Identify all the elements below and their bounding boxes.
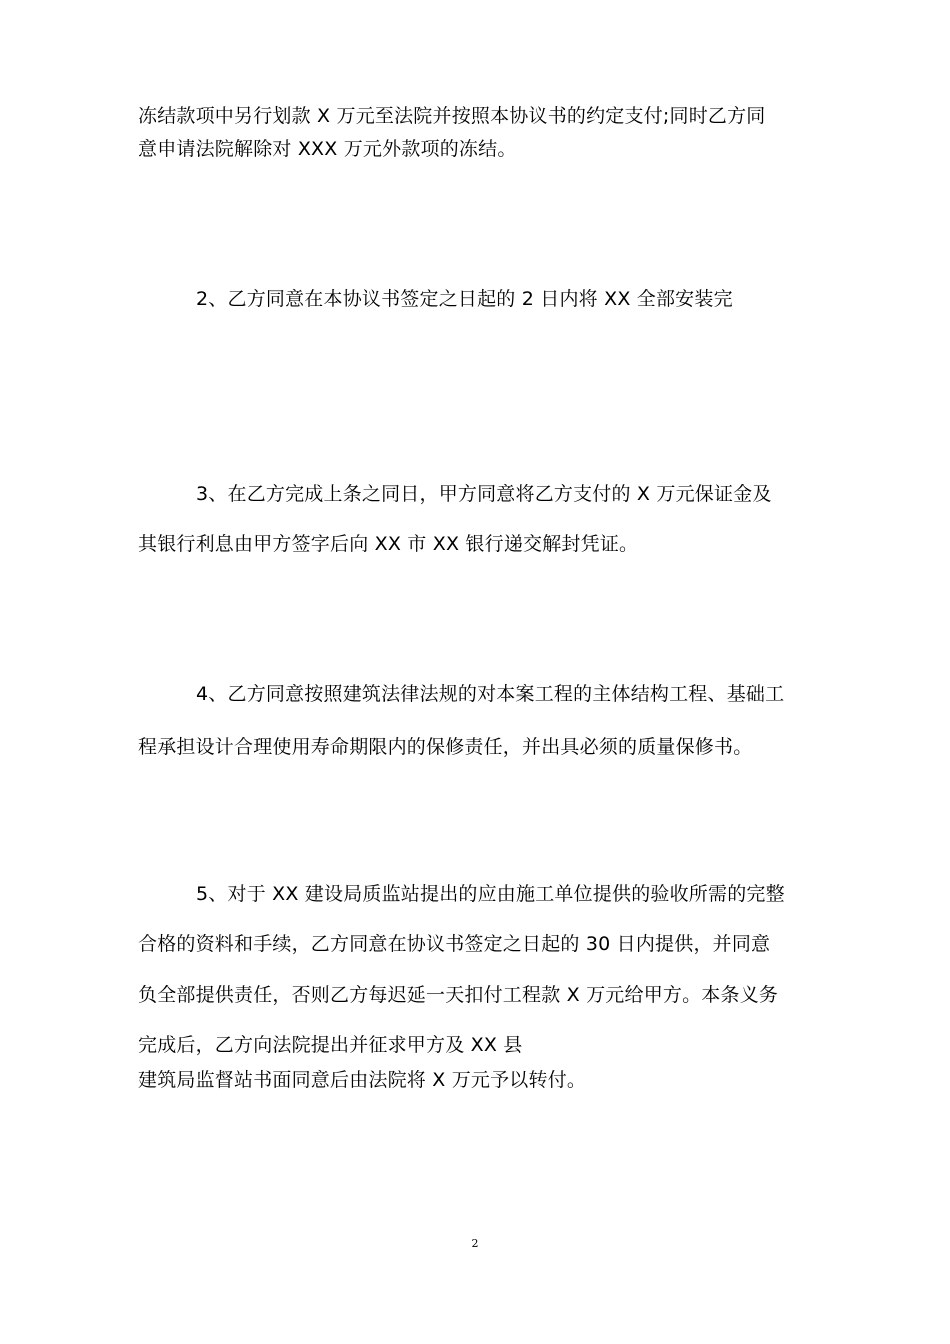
clause-4-line-1: 4、乙方同意按照建筑法律法规的对本案工程的主体结构工程、基础工 (196, 683, 785, 705)
paragraph-1-line-1: 冻结款项中另行划款 X 万元至法院并按照本协议书的约定支付;同时乙方同 (138, 105, 766, 127)
clause-2-line-1: 2、乙方同意在本协议书签定之日起的 2 日内将 XX 全部安装完 (196, 288, 733, 310)
clause-4-line-2: 程承担设计合理使用寿命期限内的保修责任，并出具必须的质量保修书。 (138, 736, 753, 758)
clause-5-line-5: 建筑局监督站书面同意后由法院将 X 万元予以转付。 (138, 1069, 587, 1091)
paragraph-1-line-2: 意申请法院解除对 XXX 万元外款项的冻结。 (138, 138, 517, 160)
clause-5-line-1: 5、对于 XX 建设局质监站提出的应由施工单位提供的验收所需的完整 (196, 883, 785, 905)
clause-3-line-2: 其银行利息由甲方签字后向 XX 市 XX 银行递交解封凭证。 (138, 533, 639, 555)
clause-5-line-4: 完成后，乙方向法院提出并征求甲方及 XX 县 (138, 1034, 523, 1056)
clause-5-line-2: 合格的资料和手续，乙方同意在协议书签定之日起的 30 日内提供，并同意 (138, 933, 771, 955)
clause-5-line-3: 负全部提供责任，否则乙方每迟延一天扣付工程款 X 万元给甲方。本条义务 (138, 984, 779, 1006)
page-number: 2 (471, 1237, 479, 1250)
clause-3-line-1: 3、在乙方完成上条之同日，甲方同意将乙方支付的 X 万元保证金及 (196, 483, 772, 505)
